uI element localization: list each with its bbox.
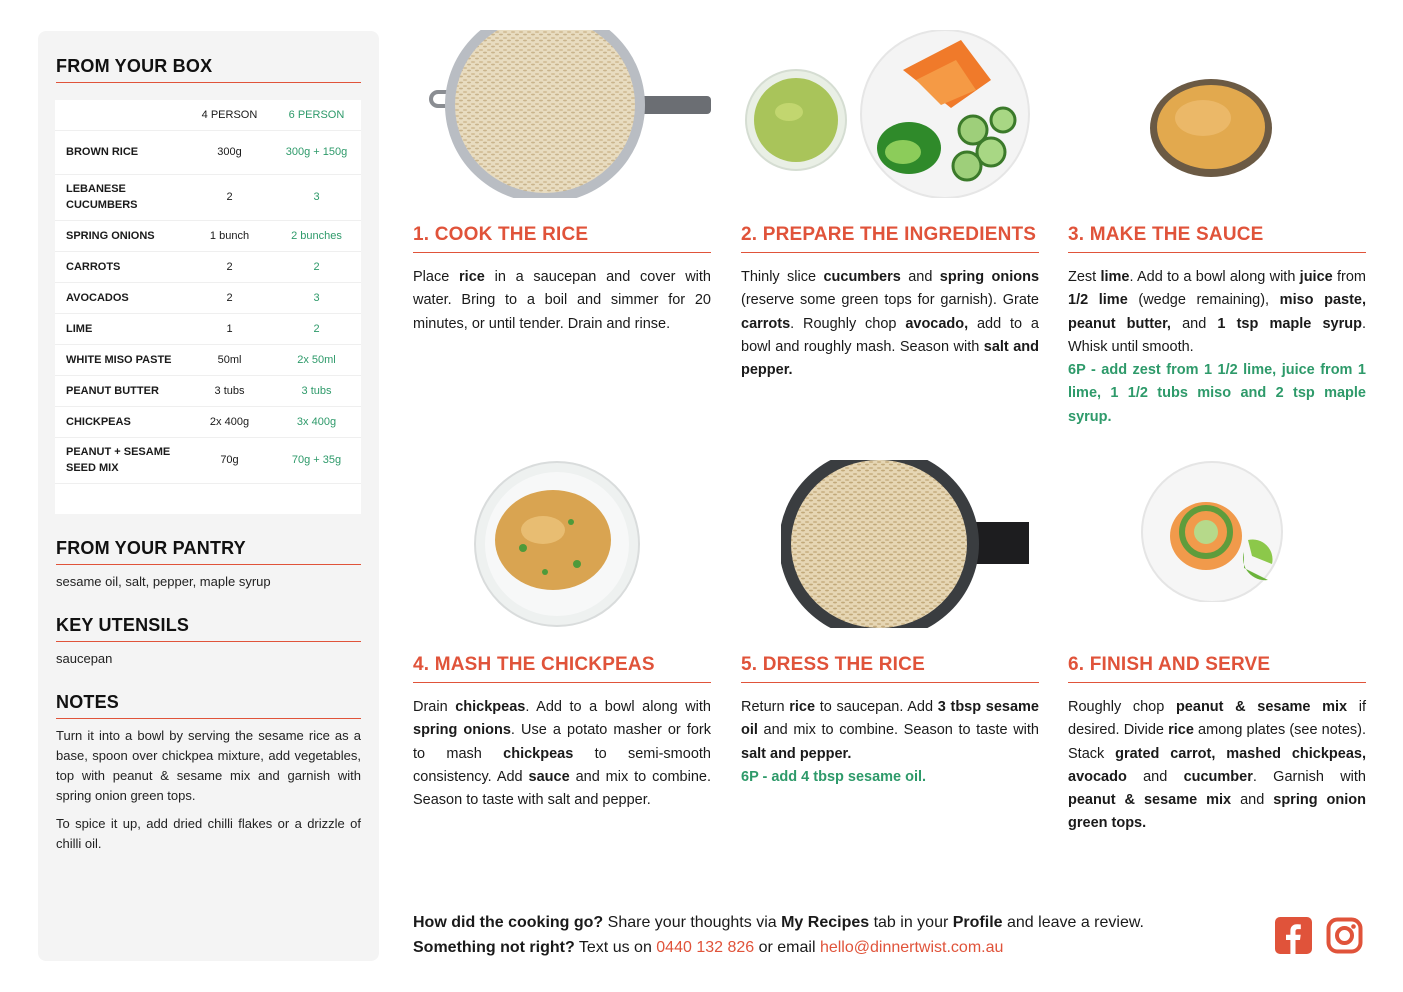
- instagram-icon[interactable]: [1326, 917, 1363, 954]
- ingredient-name: PEANUT + SESAME SEED MIX: [55, 437, 187, 483]
- table-row: [55, 174, 361, 220]
- table-header-row: [55, 100, 361, 130]
- step-instruction: [413, 696, 711, 812]
- ingredient-highlight: 3 tbsp sesame oil: [741, 699, 1039, 739]
- footer-text: tab in your: [869, 914, 953, 931]
- footer-text: and leave a review.: [1002, 914, 1144, 931]
- quantity-6-person: 2x 50ml: [272, 344, 361, 375]
- table-row: [55, 251, 361, 282]
- instruction-text: and: [900, 269, 940, 285]
- quantity-4-person: 2: [187, 282, 272, 313]
- ingredient-highlight: juice: [1299, 269, 1333, 285]
- step-1-title: 1. COOK THE RICE: [413, 224, 711, 253]
- table-row: [55, 375, 361, 406]
- footer-text: Share your thoughts via: [603, 914, 782, 931]
- ingredients-table: [55, 100, 361, 514]
- step-1-text: [413, 266, 711, 336]
- notes-title: NOTES: [56, 692, 361, 719]
- ingredient-highlight: spring onion green tops.: [1068, 792, 1367, 832]
- ingredients-sidebar: [38, 31, 379, 961]
- instruction-text: . Add to a bowl along with: [525, 699, 711, 715]
- instruction-text: . Add to a bowl along with: [1129, 269, 1300, 285]
- ingredient-highlight: lime: [1100, 269, 1130, 285]
- ingredient-highlight: rice: [459, 269, 485, 285]
- notes-body: [56, 726, 361, 862]
- profile-link: Profile: [952, 914, 1003, 931]
- ingredient-name: AVOCADOS: [55, 282, 187, 313]
- finished-dish-photo: [1128, 460, 1298, 602]
- quantity-4-person: 2x 400g: [187, 406, 272, 437]
- utensils-text: saucepan: [56, 651, 113, 666]
- instruction-text: Thinly slice: [741, 269, 824, 285]
- from-your-pantry-title: FROM YOUR PANTRY: [56, 538, 361, 565]
- ingredient-highlight: spring onions: [939, 269, 1040, 285]
- step-instruction: [413, 266, 711, 336]
- pantry-text: sesame oil, salt, pepper, maple syrup: [56, 574, 271, 589]
- ingredient-highlight: spring onions: [413, 722, 511, 739]
- step-2-text: [741, 266, 1039, 382]
- table-header-4-person: 4 PERSON: [187, 100, 272, 130]
- key-utensils-title: KEY UTENSILS: [56, 615, 361, 642]
- table-header-6-person: 6 PERSON: [272, 100, 361, 130]
- six-person-note: 6P - add 4 tbsp sesame oil.: [741, 768, 927, 785]
- ingredient-name: CARROTS: [55, 251, 187, 282]
- quantity-4-person: 2: [187, 251, 272, 282]
- step-instruction: [1068, 266, 1366, 359]
- facebook-icon[interactable]: [1275, 917, 1312, 954]
- ingredient-highlight: rice: [1168, 722, 1194, 739]
- instruction-text: if desired. Divide: [1068, 699, 1367, 739]
- step-instruction: [741, 266, 1039, 382]
- quantity-6-person: 3x 400g: [272, 406, 361, 437]
- ingredient-name: WHITE MISO PASTE: [55, 344, 187, 375]
- step-instruction: [1068, 696, 1366, 836]
- quantity-6-person: 2: [272, 251, 361, 282]
- instruction-text: to saucepan. Add: [815, 699, 938, 715]
- ingredient-highlight: carrots: [741, 315, 791, 332]
- instruction-text: and mix to combine. Season to taste with: [757, 722, 1039, 739]
- instruction-text: . Use a potato masher or fork to mash: [413, 722, 712, 762]
- ingredient-name: BROWN RICE: [55, 130, 187, 174]
- instruction-text: and: [1170, 315, 1218, 332]
- quantity-4-person: 1: [187, 313, 272, 344]
- table-row: [55, 406, 361, 437]
- instruction-text: Zest: [1068, 269, 1101, 285]
- ingredient-highlight: 1 tsp maple syrup: [1217, 315, 1362, 332]
- prepared-ingredients-photo: [741, 30, 1039, 198]
- instruction-text: . Whisk until smooth.: [1068, 315, 1367, 355]
- from-your-box-title: FROM YOUR BOX: [56, 56, 361, 83]
- instruction-text: from: [1332, 269, 1366, 285]
- mashed-chickpeas-photo: [473, 460, 643, 628]
- table-row: [55, 344, 361, 375]
- instruction-text: and: [1231, 792, 1274, 809]
- quantity-4-person: 300g: [187, 130, 272, 174]
- ingredient-highlight: rice: [789, 699, 816, 715]
- instruction-text: Drain: [413, 699, 456, 715]
- ingredient-highlight: sauce: [528, 768, 570, 785]
- quantity-6-person: 3: [272, 174, 361, 220]
- instruction-text: . Roughly chop: [790, 315, 906, 332]
- feedback-footer: [413, 910, 1144, 960]
- quantity-6-person: 70g + 35g: [272, 437, 361, 483]
- quantity-4-person: 50ml: [187, 344, 272, 375]
- step-4-title: 4. MASH THE CHICKPEAS: [413, 654, 711, 683]
- ingredient-highlight: 1/2 lime: [1068, 292, 1128, 309]
- six-person-note: 6P - add zest from 1 1/2 lime, juice from 1 lime, 1 1/2 tubs miso and 2 tsp maple syrup.: [1068, 362, 1366, 425]
- note-paragraph: To spice it up, add dried chilli flakes or a drizzle of chilli oil.: [56, 816, 361, 851]
- ingredient-highlight: salt and pepper.: [741, 745, 852, 762]
- step-5-text: [741, 696, 1039, 789]
- rice-strainer-photo: [423, 30, 713, 198]
- ingredient-highlight: chickpeas: [503, 745, 574, 762]
- ingredient-highlight: peanut & sesame mix: [1175, 699, 1348, 715]
- footer-text: or email: [754, 939, 820, 956]
- instruction-text: Return: [741, 699, 790, 715]
- step-6-text: [1068, 696, 1366, 836]
- quantity-6-person: 300g + 150g: [272, 130, 361, 174]
- quantity-6-person: 2: [272, 313, 361, 344]
- phone-number-link[interactable]: 0440 132 826: [656, 939, 755, 956]
- my-recipes-link: My Recipes: [781, 914, 870, 931]
- dressed-rice-pot-photo: [781, 460, 1031, 628]
- step-6-title: 6. FINISH AND SERVE: [1068, 654, 1366, 683]
- email-link[interactable]: hello@dinnertwist.com.au: [819, 939, 1004, 956]
- instruction-text: among plates (see notes). Stack: [1068, 722, 1366, 762]
- ingredient-name: LIME: [55, 313, 187, 344]
- ingredient-highlight: salt and pepper.: [741, 338, 1039, 379]
- step-instruction: [741, 696, 1039, 766]
- instruction-text: to semi-smooth consistency. Add: [413, 745, 711, 785]
- instruction-text: . Garnish with: [1252, 768, 1366, 785]
- quantity-6-person: 3: [272, 282, 361, 313]
- table-header-ingredient: [55, 100, 187, 130]
- step-3-text: [1068, 266, 1366, 429]
- step-3-title: 3. MAKE THE SAUCE: [1068, 224, 1366, 253]
- footer-line-1: [413, 910, 1144, 935]
- table-row: [55, 437, 361, 483]
- ingredient-highlight: chickpeas: [455, 699, 526, 715]
- instruction-text: and: [1126, 768, 1184, 785]
- footer-question-1: How did the cooking go?: [413, 914, 604, 931]
- instruction-text: (wedge remaining),: [1127, 292, 1280, 309]
- step-4-text: [413, 696, 711, 812]
- quantity-6-person: 3 tubs: [272, 375, 361, 406]
- quantity-4-person: 70g: [187, 437, 272, 483]
- instruction-text: and mix to combine. Season to taste with salt and pepper.: [413, 768, 711, 809]
- ingredient-highlight: miso paste, peanut butter,: [1068, 292, 1367, 332]
- instruction-text: add to a bowl and roughly mash. Season with: [741, 315, 1039, 355]
- footer-text: Text us on: [574, 939, 657, 956]
- quantity-4-person: 3 tubs: [187, 375, 272, 406]
- table-row: [55, 282, 361, 313]
- ingredient-name: LEBANESE CUCUMBERS: [55, 174, 187, 220]
- step-5-title: 5. DRESS THE RICE: [741, 654, 1039, 683]
- sauce-bowl-photo: [1148, 78, 1274, 178]
- ingredient-name: SPRING ONIONS: [55, 220, 187, 251]
- ingredient-highlight: avocado,: [905, 315, 969, 332]
- table-row: [55, 130, 361, 174]
- note-paragraph: Turn it into a bowl by serving the sesame rice as a base, spoon over chickpea mixture, add vegetables, top with peanut & sesame mix and garnish with spring onion green tops.: [56, 728, 361, 803]
- table-row: [55, 220, 361, 251]
- step-2-title: 2. PREPARE THE INGREDIENTS: [741, 224, 1039, 253]
- ingredient-highlight: cucumber: [1183, 768, 1253, 785]
- footer-line-2: [413, 935, 1144, 960]
- quantity-6-person: 2 bunches: [272, 220, 361, 251]
- table-row: [55, 313, 361, 344]
- ingredient-highlight: cucumbers: [823, 269, 901, 285]
- ingredient-name: PEANUT BUTTER: [55, 375, 187, 406]
- footer-question-2: Something not right?: [413, 939, 575, 956]
- ingredient-name: CHICKPEAS: [55, 406, 187, 437]
- ingredient-highlight: peanut & sesame mix: [1068, 792, 1232, 809]
- instruction-text: (reserve some green tops for garnish). Grate: [741, 292, 1039, 309]
- ingredient-highlight: grated carrot, mashed chickpeas, avocado: [1068, 745, 1366, 785]
- instruction-text: in a saucepan and cover with water. Bring to a boil and simmer for 20 minutes, or until tender. Drain and rinse.: [413, 269, 711, 332]
- instruction-text: Roughly chop: [1068, 699, 1176, 715]
- instruction-text: Place: [413, 269, 460, 285]
- quantity-4-person: 2: [187, 174, 272, 220]
- quantity-4-person: 1 bunch: [187, 220, 272, 251]
